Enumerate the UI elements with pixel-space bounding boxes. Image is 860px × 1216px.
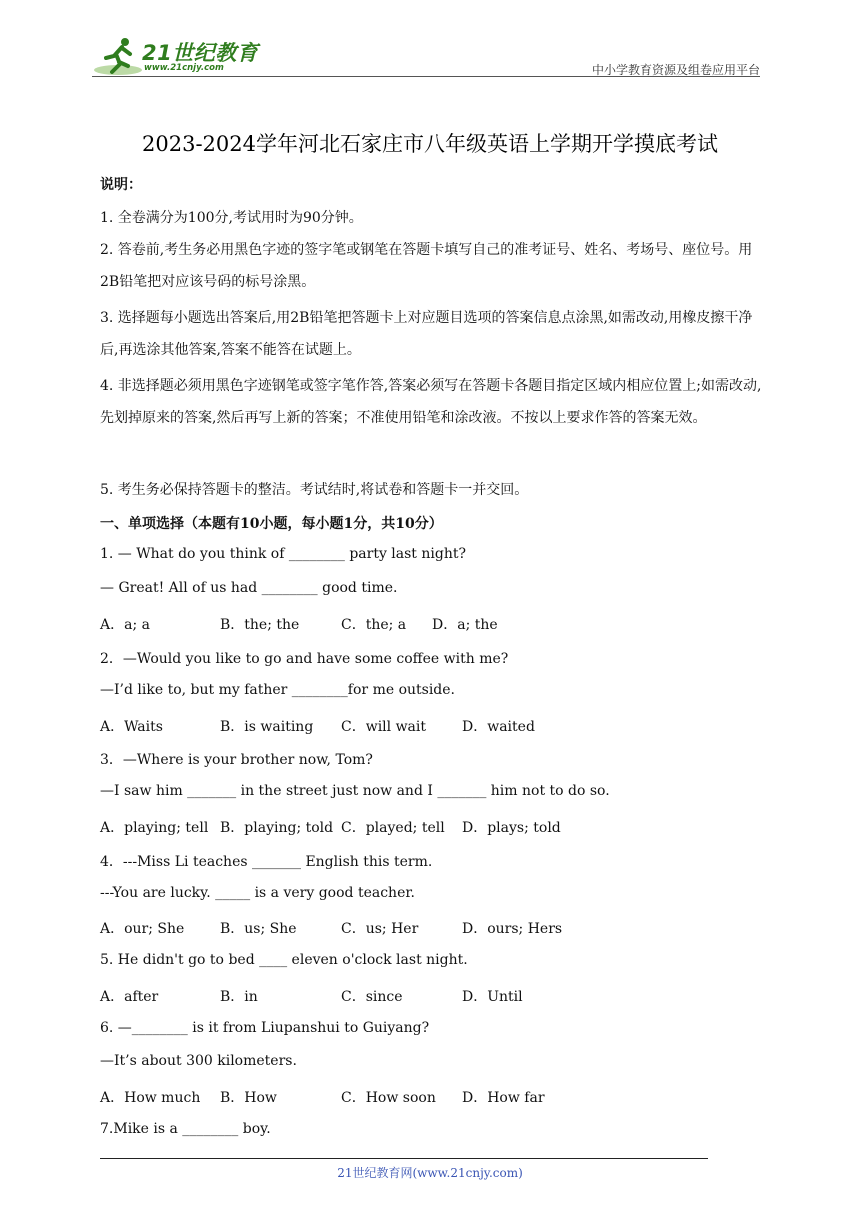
option-b: B．us; She [220, 921, 297, 937]
option-c: C．us; Her [341, 921, 419, 937]
instruction-item: 4. 非选择题必须用黑色字迹钢笔或签字笔作答,答案必须写在答题卡各题目指定区域内相应位置上;如需改动,先划掉原来的答案,然后再写上新的答案；不准使用铅笔和涂改液。不按以上要求作答的答案无效。 [100, 378, 762, 426]
exam-title: 2023-2024学年河北石家庄市八年级英语上学期开学摸底考试 [142, 132, 718, 156]
option-d: D．a; the [432, 617, 498, 633]
answer-options [100, 918, 700, 938]
site-logo [92, 34, 262, 78]
page-footer: 21世纪教育网(www.21cnjy.com) [337, 1166, 523, 1180]
option-a: A．How much [100, 1090, 201, 1106]
option-a: A．a; a [100, 617, 150, 633]
option-d: D．Until [462, 989, 523, 1005]
option-d: D．ours; Hers [462, 921, 563, 937]
option-c: C．since [341, 989, 403, 1005]
answer-options [100, 986, 700, 1006]
question-line: —It’s about 300 kilometers. [100, 1053, 297, 1069]
logo-text: 21世纪教育 [142, 41, 259, 65]
option-a: A．Waits [100, 719, 163, 735]
instruction-item: 3. 选择题每小题选出答案后,用2B铅笔把答题卡上对应题目选项的答案信息点涂黑,如需改动,用橡皮擦干净后,再选涂其他答案,答案不能答在试题上。 [100, 310, 753, 358]
runner-logo-icon [92, 34, 142, 78]
page-header [92, 34, 760, 78]
question-line: —I saw him _______ in the street just now and I _______ him not to do so. [100, 783, 610, 799]
logo-url: www.21cnjy.com [144, 63, 224, 73]
option-b: B．playing; told [220, 820, 334, 836]
option-b: B．How [220, 1090, 277, 1106]
question-stem: 3．—Where is your brother now, Tom? [100, 752, 373, 768]
instruction-item: 5. 考生务必保持答题卡的整洁。考试结时,将试卷和答题卡一并交回。 [100, 482, 529, 498]
question-stem: 6. —________ is it from Liupanshui to Guiyang? [100, 1020, 430, 1036]
option-d: D．waited [462, 719, 535, 735]
question-stem: 4．---Miss Li teaches _______ English this term. [100, 854, 433, 870]
question-stem: 7.Mike is a ________ boy. [100, 1121, 271, 1137]
option-a: A．after [100, 989, 159, 1005]
instructions-heading: 说明： [100, 177, 142, 193]
answer-options [100, 716, 700, 736]
instruction-item: 1. 全卷满分为100分,考试用时为90分钟。 [100, 210, 363, 226]
option-c: C．the; a [341, 617, 407, 633]
option-d: D．plays; told [462, 820, 561, 836]
question-line: — Great! All of us had ________ good time. [100, 580, 398, 596]
option-b: B．is waiting [220, 719, 314, 735]
question-stem: 5. He didn't go to bed ____ eleven o'clock last night. [100, 952, 468, 968]
option-b: B．in [220, 989, 258, 1005]
option-d: D．How far [462, 1090, 545, 1106]
question-stem: 2．—Would you like to go and have some coffee with me? [100, 651, 509, 667]
answer-options [100, 1087, 700, 1107]
option-a: A．playing; tell [100, 820, 209, 836]
question-line: —I’d like to, but my father ________for me outside. [100, 682, 456, 698]
option-b: B．the; the [220, 617, 300, 633]
question-stem: 1. — What do you think of ________ party last night? [100, 546, 466, 562]
question-line: ---You are lucky. _____ is a very good teacher. [100, 885, 415, 901]
option-c: C．will wait [341, 719, 427, 735]
option-a: A．our; She [100, 921, 185, 937]
header-divider [92, 76, 760, 77]
footer-divider [100, 1158, 708, 1159]
answer-options [100, 817, 700, 837]
instruction-item: 2. 答卷前,考生务必用黑色字迹的签字笔或钢笔在答题卡填写自己的准考证号、姓名、考场号、座位号。用2B铅笔把对应该号码的标号涂黑。 [100, 242, 753, 290]
option-c: C．played; tell [341, 820, 445, 836]
platform-name: 中小学教育资源及组卷应用平台 [591, 63, 760, 77]
option-c: C．How soon [341, 1090, 436, 1106]
answer-options [100, 614, 700, 634]
section-title: 一、单项选择（本题有10小题，每小题1分，共10分） [100, 516, 443, 532]
